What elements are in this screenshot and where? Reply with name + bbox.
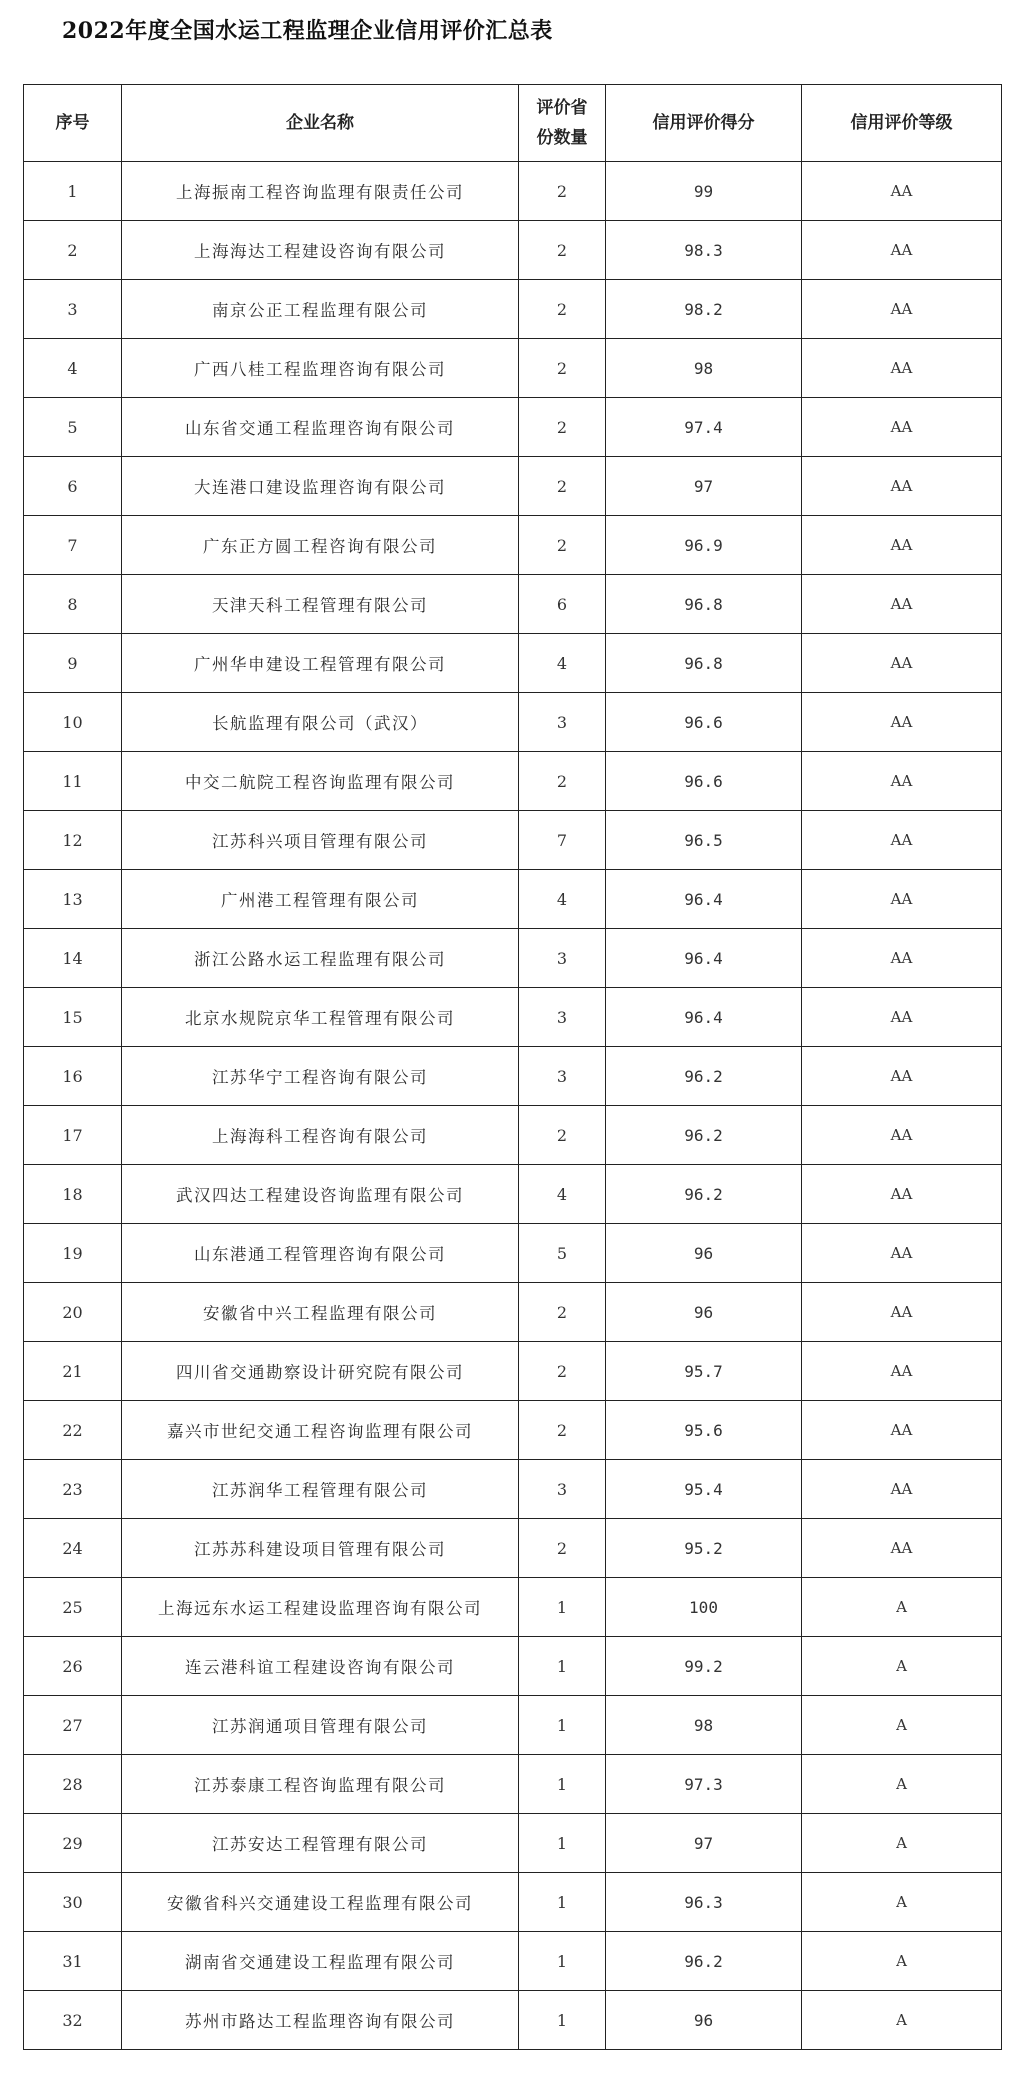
cell-index: 5 — [24, 398, 122, 457]
cell-credit-score: 96.2 — [606, 1932, 802, 1991]
cell-province-count: 3 — [519, 988, 606, 1047]
cell-province-count: 2 — [519, 752, 606, 811]
cell-province-count: 1 — [519, 1696, 606, 1755]
table-row — [24, 339, 1002, 398]
table-row — [24, 1165, 1002, 1224]
cell-index: 8 — [24, 575, 122, 634]
cell-index: 15 — [24, 988, 122, 1047]
cell-province-count: 1 — [519, 1578, 606, 1637]
header-index: 序号 — [24, 85, 122, 162]
table-header — [24, 85, 1002, 162]
table-row — [24, 280, 1002, 339]
table-row — [24, 1578, 1002, 1637]
cell-credit-score: 98 — [606, 339, 802, 398]
cell-credit-grade: AA — [802, 339, 1002, 398]
table-row — [24, 398, 1002, 457]
cell-province-count: 1 — [519, 1755, 606, 1814]
cell-company-name: 安徽省中兴工程监理有限公司 — [122, 1283, 519, 1342]
cell-company-name: 上海海达工程建设咨询有限公司 — [122, 221, 519, 280]
cell-credit-score: 97 — [606, 1814, 802, 1873]
cell-index: 14 — [24, 929, 122, 988]
cell-credit-grade: AA — [802, 1106, 1002, 1165]
cell-index: 12 — [24, 811, 122, 870]
cell-province-count: 5 — [519, 1224, 606, 1283]
cell-credit-grade: AA — [802, 162, 1002, 221]
cell-index: 32 — [24, 1991, 122, 2050]
cell-index: 11 — [24, 752, 122, 811]
cell-credit-grade: A — [802, 1991, 1002, 2050]
cell-index: 16 — [24, 1047, 122, 1106]
cell-credit-score: 97 — [606, 457, 802, 516]
cell-province-count: 1 — [519, 1637, 606, 1696]
cell-credit-grade: A — [802, 1814, 1002, 1873]
cell-credit-grade: AA — [802, 457, 1002, 516]
cell-index: 9 — [24, 634, 122, 693]
cell-province-count: 4 — [519, 870, 606, 929]
table-row — [24, 1873, 1002, 1932]
cell-province-count: 2 — [519, 280, 606, 339]
cell-credit-grade: A — [802, 1578, 1002, 1637]
cell-index: 29 — [24, 1814, 122, 1873]
cell-credit-grade: AA — [802, 870, 1002, 929]
cell-index: 31 — [24, 1932, 122, 1991]
cell-credit-score: 97.3 — [606, 1755, 802, 1814]
cell-credit-score: 96.4 — [606, 929, 802, 988]
cell-province-count: 3 — [519, 929, 606, 988]
cell-credit-score: 96 — [606, 1224, 802, 1283]
cell-province-count: 2 — [519, 162, 606, 221]
cell-company-name: 江苏科兴项目管理有限公司 — [122, 811, 519, 870]
table-row — [24, 1342, 1002, 1401]
header-province-count-line1: 评价省 — [536, 98, 588, 118]
table-row — [24, 1283, 1002, 1342]
cell-province-count: 2 — [519, 457, 606, 516]
cell-company-name: 山东港通工程管理咨询有限公司 — [122, 1224, 519, 1283]
cell-credit-grade: AA — [802, 1401, 1002, 1460]
cell-province-count: 4 — [519, 1165, 606, 1224]
cell-province-count: 2 — [519, 1519, 606, 1578]
cell-credit-grade: A — [802, 1932, 1002, 1991]
table-row — [24, 870, 1002, 929]
cell-credit-score: 99.2 — [606, 1637, 802, 1696]
table-row — [24, 634, 1002, 693]
cell-province-count: 2 — [519, 516, 606, 575]
cell-province-count: 1 — [519, 1991, 606, 2050]
header-row — [24, 85, 1002, 162]
cell-credit-grade: AA — [802, 1342, 1002, 1401]
cell-credit-grade: AA — [802, 811, 1002, 870]
cell-index: 7 — [24, 516, 122, 575]
cell-province-count: 2 — [519, 221, 606, 280]
cell-credit-score: 96.2 — [606, 1047, 802, 1106]
table-row — [24, 1991, 1002, 2050]
table-row — [24, 811, 1002, 870]
table-row — [24, 693, 1002, 752]
cell-index: 25 — [24, 1578, 122, 1637]
cell-province-count: 1 — [519, 1932, 606, 1991]
cell-credit-score: 96.4 — [606, 870, 802, 929]
cell-credit-score: 98.2 — [606, 280, 802, 339]
header-company: 企业名称 — [122, 85, 519, 162]
table-row — [24, 457, 1002, 516]
cell-company-name: 山东省交通工程监理咨询有限公司 — [122, 398, 519, 457]
header-grade: 信用评价等级 — [802, 85, 1002, 162]
cell-index: 28 — [24, 1755, 122, 1814]
cell-company-name: 江苏华宁工程咨询有限公司 — [122, 1047, 519, 1106]
document-title: 2022年度全国水运工程监理企业信用评价汇总表 — [62, 18, 553, 44]
cell-credit-grade: AA — [802, 280, 1002, 339]
cell-province-count: 3 — [519, 1460, 606, 1519]
cell-index: 18 — [24, 1165, 122, 1224]
cell-company-name: 江苏润华工程管理有限公司 — [122, 1460, 519, 1519]
cell-company-name: 武汉四达工程建设咨询监理有限公司 — [122, 1165, 519, 1224]
cell-company-name: 上海海科工程咨询有限公司 — [122, 1106, 519, 1165]
cell-province-count: 3 — [519, 1047, 606, 1106]
cell-company-name: 安徽省科兴交通建设工程监理有限公司 — [122, 1873, 519, 1932]
table-row — [24, 1637, 1002, 1696]
table-row — [24, 1519, 1002, 1578]
cell-company-name: 广东正方圆工程咨询有限公司 — [122, 516, 519, 575]
cell-credit-score: 96.3 — [606, 1873, 802, 1932]
cell-index: 20 — [24, 1283, 122, 1342]
cell-credit-grade: AA — [802, 398, 1002, 457]
cell-credit-score: 96.8 — [606, 575, 802, 634]
cell-company-name: 北京水规院京华工程管理有限公司 — [122, 988, 519, 1047]
cell-province-count: 3 — [519, 693, 606, 752]
cell-company-name: 江苏安达工程管理有限公司 — [122, 1814, 519, 1873]
cell-province-count: 2 — [519, 1342, 606, 1401]
cell-company-name: 江苏苏科建设项目管理有限公司 — [122, 1519, 519, 1578]
cell-company-name: 浙江公路水运工程监理有限公司 — [122, 929, 519, 988]
table-row — [24, 162, 1002, 221]
cell-credit-grade: AA — [802, 1047, 1002, 1106]
table-row — [24, 1106, 1002, 1165]
cell-index: 4 — [24, 339, 122, 398]
cell-province-count: 7 — [519, 811, 606, 870]
cell-credit-score: 96.6 — [606, 693, 802, 752]
cell-company-name: 广州港工程管理有限公司 — [122, 870, 519, 929]
cell-company-name: 江苏润通项目管理有限公司 — [122, 1696, 519, 1755]
cell-credit-grade: AA — [802, 1283, 1002, 1342]
cell-index: 3 — [24, 280, 122, 339]
cell-index: 26 — [24, 1637, 122, 1696]
cell-index: 13 — [24, 870, 122, 929]
table-row — [24, 1460, 1002, 1519]
header-province-count — [519, 85, 606, 162]
cell-province-count: 2 — [519, 1106, 606, 1165]
table-row — [24, 516, 1002, 575]
cell-index: 21 — [24, 1342, 122, 1401]
cell-province-count: 1 — [519, 1814, 606, 1873]
table-row — [24, 1696, 1002, 1755]
cell-credit-score: 96.5 — [606, 811, 802, 870]
cell-credit-score: 95.7 — [606, 1342, 802, 1401]
cell-credit-grade: AA — [802, 221, 1002, 280]
cell-credit-score: 99 — [606, 162, 802, 221]
header-province-count-line2: 份数量 — [536, 128, 588, 148]
cell-credit-score: 100 — [606, 1578, 802, 1637]
cell-credit-score: 96.8 — [606, 634, 802, 693]
cell-company-name: 南京公正工程监理有限公司 — [122, 280, 519, 339]
cell-index: 6 — [24, 457, 122, 516]
cell-company-name: 连云港科谊工程建设咨询有限公司 — [122, 1637, 519, 1696]
table-row — [24, 1224, 1002, 1283]
cell-credit-score: 95.4 — [606, 1460, 802, 1519]
header-score: 信用评价得分 — [606, 85, 802, 162]
cell-credit-grade: A — [802, 1696, 1002, 1755]
cell-credit-score: 96.4 — [606, 988, 802, 1047]
cell-credit-grade: AA — [802, 752, 1002, 811]
cell-company-name: 广西八桂工程监理咨询有限公司 — [122, 339, 519, 398]
cell-index: 2 — [24, 221, 122, 280]
cell-company-name: 上海远东水运工程建设监理咨询有限公司 — [122, 1578, 519, 1637]
table-row — [24, 221, 1002, 280]
cell-company-name: 嘉兴市世纪交通工程咨询监理有限公司 — [122, 1401, 519, 1460]
table-row — [24, 575, 1002, 634]
cell-index: 10 — [24, 693, 122, 752]
cell-company-name: 江苏泰康工程咨询监理有限公司 — [122, 1755, 519, 1814]
cell-index: 24 — [24, 1519, 122, 1578]
cell-index: 1 — [24, 162, 122, 221]
table-row — [24, 1047, 1002, 1106]
table-body — [24, 162, 1002, 2050]
table-row — [24, 1814, 1002, 1873]
cell-company-name: 中交二航院工程咨询监理有限公司 — [122, 752, 519, 811]
cell-province-count: 4 — [519, 634, 606, 693]
cell-credit-score: 97.4 — [606, 398, 802, 457]
cell-credit-score: 96.2 — [606, 1165, 802, 1224]
table-row — [24, 929, 1002, 988]
cell-index: 22 — [24, 1401, 122, 1460]
cell-company-name: 四川省交通勘察设计研究院有限公司 — [122, 1342, 519, 1401]
cell-index: 23 — [24, 1460, 122, 1519]
cell-province-count: 6 — [519, 575, 606, 634]
cell-credit-grade: A — [802, 1873, 1002, 1932]
cell-index: 17 — [24, 1106, 122, 1165]
cell-credit-score: 96.6 — [606, 752, 802, 811]
cell-company-name: 天津天科工程管理有限公司 — [122, 575, 519, 634]
cell-credit-score: 98.3 — [606, 221, 802, 280]
cell-company-name: 长航监理有限公司（武汉） — [122, 693, 519, 752]
cell-index: 27 — [24, 1696, 122, 1755]
cell-credit-score: 96 — [606, 1283, 802, 1342]
cell-credit-score: 95.6 — [606, 1401, 802, 1460]
cell-credit-grade: AA — [802, 988, 1002, 1047]
cell-company-name: 湖南省交通建设工程监理有限公司 — [122, 1932, 519, 1991]
table-row — [24, 752, 1002, 811]
cell-credit-score: 95.2 — [606, 1519, 802, 1578]
cell-index: 30 — [24, 1873, 122, 1932]
cell-credit-score: 96 — [606, 1991, 802, 2050]
cell-province-count: 2 — [519, 339, 606, 398]
cell-company-name: 上海振南工程咨询监理有限责任公司 — [122, 162, 519, 221]
table-row — [24, 1401, 1002, 1460]
cell-company-name: 苏州市路达工程监理咨询有限公司 — [122, 1991, 519, 2050]
cell-credit-grade: AA — [802, 929, 1002, 988]
cell-province-count: 2 — [519, 398, 606, 457]
table-row — [24, 988, 1002, 1047]
cell-credit-grade: AA — [802, 1165, 1002, 1224]
cell-province-count: 2 — [519, 1283, 606, 1342]
cell-credit-grade: AA — [802, 634, 1002, 693]
cell-credit-grade: AA — [802, 1460, 1002, 1519]
cell-company-name: 广州华申建设工程管理有限公司 — [122, 634, 519, 693]
cell-credit-score: 98 — [606, 1696, 802, 1755]
cell-credit-grade: A — [802, 1637, 1002, 1696]
credit-evaluation-table — [23, 84, 1002, 2050]
cell-credit-grade: A — [802, 1755, 1002, 1814]
table-row — [24, 1932, 1002, 1991]
cell-index: 19 — [24, 1224, 122, 1283]
cell-province-count: 1 — [519, 1873, 606, 1932]
cell-credit-grade: AA — [802, 575, 1002, 634]
table-row — [24, 1755, 1002, 1814]
cell-credit-grade: AA — [802, 693, 1002, 752]
cell-company-name: 大连港口建设监理咨询有限公司 — [122, 457, 519, 516]
cell-credit-grade: AA — [802, 516, 1002, 575]
cell-credit-grade: AA — [802, 1519, 1002, 1578]
cell-province-count: 2 — [519, 1401, 606, 1460]
cell-credit-score: 96.9 — [606, 516, 802, 575]
cell-credit-grade: AA — [802, 1224, 1002, 1283]
cell-credit-score: 96.2 — [606, 1106, 802, 1165]
